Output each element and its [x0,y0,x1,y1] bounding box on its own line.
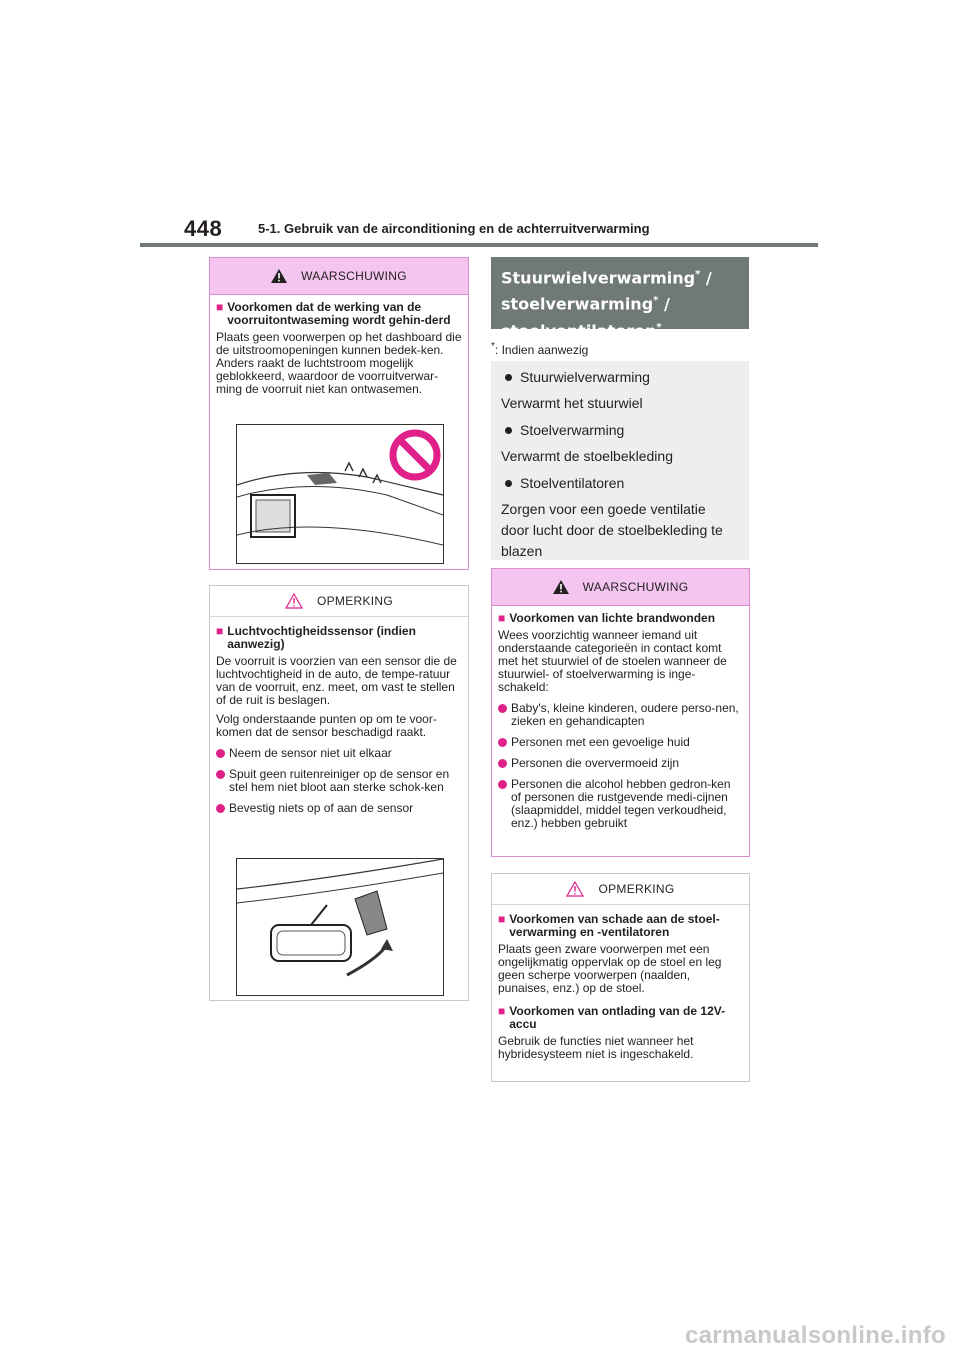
feature-name: Stoelverwarming [505,422,739,438]
note-paragraph: Gebruik de functies niet wanneer het hybridesysteem niet is ingeschakeld. [498,1034,694,1061]
note-header [492,874,749,905]
header-rule [140,243,818,247]
note-bullet: Neem de sensor niet uit elkaar [216,747,462,760]
feature-list [491,361,749,560]
page-number: 448 [184,216,223,241]
caution-triangle-icon [566,881,584,897]
mirror-drawing [237,859,443,995]
caution-triangle-icon [285,593,303,609]
note-title: OPMERKING [598,882,675,896]
warning-text: Wees voorzichtig wanneer iemand uit onderstaande categorieën in contact komt met het stuurwiel of de stoelen wanneer de stuurwiel- of stoelverwarming is inge-schakeld: [498,628,727,694]
warning-title: WAARSCHUWING [582,580,689,594]
bullet-dot-icon [216,770,225,779]
square-bullet-icon: ■ [498,1004,506,1018]
mirror-sensor-illustration [236,858,444,996]
warning-header [492,569,749,606]
note-paragraph: Plaats geen zware voorwerpen met een ongelijkmatig oppervlak op de stoel en leg geen scherpe voorwerpen (naalden, punaises, enz.) op de stoel. [498,942,722,995]
bullet-dot-icon [216,804,225,813]
warning-item-title: ■ Voorkomen van lichte brandwonden [498,611,716,625]
note-bullet: Spuit geen ruitenreiniger op de sensor en stel hem niet bloot aan sterke schok-ken [216,768,462,794]
square-bullet-icon: ■ [216,624,224,638]
bullet-dot-icon [498,704,507,713]
square-bullet-icon: ■ [498,611,506,625]
warning-header [210,258,468,295]
note-item-title: ■ Voorkomen van schade aan de stoel-verwarming en -ventilatoren [498,912,720,939]
note-item-title: ■ Luchtvochtigheidssensor (indien aanwezig) [216,624,416,651]
dashboard-drawing [237,425,443,563]
chapter-title: 5-1. Gebruik van de airconditioning en de achterruitverwarming [258,221,650,236]
feature-description: Verwarmt het stuurwiel [501,395,643,411]
bullet-dot-icon [216,749,225,758]
warning-box-defog [209,257,469,570]
square-bullet-icon: ■ [216,300,224,314]
bullet-dot-icon [505,480,512,487]
warning-title: WAARSCHUWING [301,269,407,283]
note-paragraph-1: De voorruit is voorzien van een sensor die de luchtvochtigheid in de auto, de tempe-ratuur van de voorruit, enz. meet, om vast te stellen of de ruit is beslagen. [216,654,457,707]
feature-name: Stuurwielverwarming [505,369,739,385]
feature-description: Verwarmt de stoelbekleding [501,448,673,464]
note-item-title: ■ Voorkomen van ontlading van de 12V-accu [498,1004,726,1031]
section-heading: Stuurwielverwarming* / stoelverwarming* / stoelventilatoren* [491,257,749,329]
bullet-dot-icon [498,759,507,768]
warning-bullet: Personen die alcohol hebben gedron-ken of personen die rustgevende medi-cijnen (slaapmiddel, middel tegen verkoudheid, enz.) hebben gebruikt [498,778,743,830]
feature-description: Zorgen voor een goede ventilatie door lucht door de stoelbekleding te blazen [501,501,723,559]
warning-text: Plaats geen voorwerpen op het dashboard die de uitstroomopeningen kunnen bedek-ken. Anders raakt de luchtstroom mogelijk geblokkeerd, waardoor de voorruitverwar-ming de voorruit niet kan ontwasemen. [216,330,462,396]
warning-item-title: ■ Voorkomen dat de werking van de voorruitontwaseming wordt gehin-derd [216,300,451,327]
note-title: OPMERKING [316,594,394,608]
watermark: carmanualsonline.info [684,1322,946,1349]
note-paragraph-2: Volg onderstaande punten op om te voor-komen dat de sensor beschadigd raakt. [216,712,437,739]
dashboard-illustration [236,424,444,564]
warning-box-burns [491,568,750,857]
availability-footnote: *: Indien aanwezig [491,341,589,357]
note-header [210,586,468,617]
bullet-dot-icon [498,780,507,789]
feature-name: Stoelventilatoren [505,475,739,491]
bullet-dot-icon [505,374,512,381]
bullet-dot-icon [505,427,512,434]
warning-bullet: Personen met een gevoelige huid [498,736,743,749]
warning-triangle-icon [553,580,569,594]
warning-bullet: Personen die oververmoeid zijn [498,757,743,770]
warning-bullet: Baby's, kleine kinderen, oudere perso-nen, zieken en gehandicapten [498,702,743,728]
note-box-seat-heating [491,873,750,1082]
square-bullet-icon: ■ [498,912,506,926]
note-box-humidity-sensor [209,585,469,1001]
bullet-dot-icon [498,738,507,747]
note-bullet: Bevestig niets op of aan de sensor [216,802,462,815]
warning-triangle-icon [271,269,287,283]
